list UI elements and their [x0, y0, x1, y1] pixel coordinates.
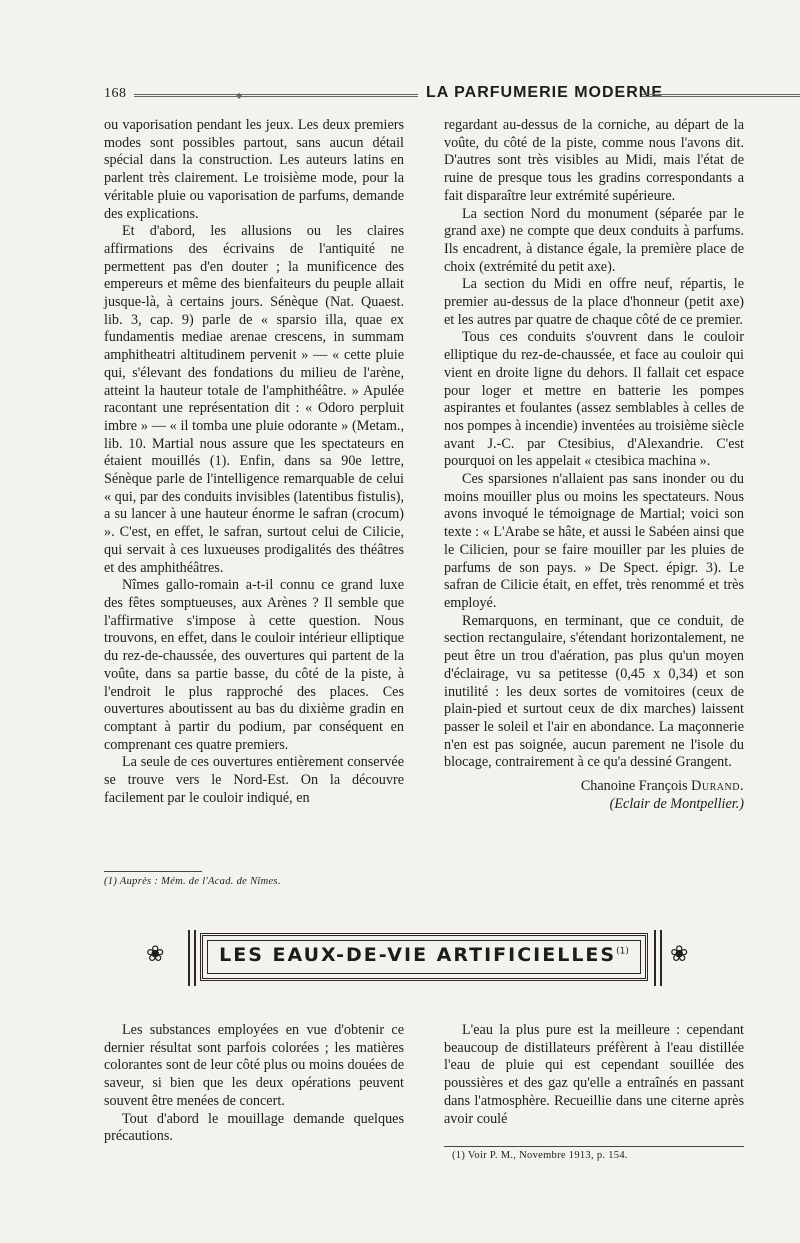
paragraph: La section Nord du monument (séparée par le grand axe) ne compte que deux conduits à parfums. Ils encadrent, à distance égale, la première place de choix (extrémité du petit axe).: [444, 205, 744, 275]
paragraph: Et d'abord, les allusions ou les claires affirmations des écrivains de l'antiquité ne permettent pas d'en douter ; la munificence des empereurs et même des bienfaiteurs du peuple allait jusque-là, à certains jours. Sénèque (Nat. Quaest. lib. 3, cap. 9) parle de « sparsio illa, quae ex fundamentis mediae arenae crescens, in summam amphitheatri altitudinem pervenit » — « cette pluie qui, s'élevant des fondations du milieu de l'arène, atteint la hauteur totale de l'amphithéâtre. » Apulée racontant une représentation dit : « Odoro perpluit imbre » — « il tomba une pluie odorante » (Metam., lib. 10. Martial nous assure que les spectateurs en étaient mouillés (1). Enfin, dans sa 90e lettre, Sénèque parle de l'intelligence remarquable de celui « qui, par des conduits invisibles (latentibus fistulis), a su lancer à une hauteur énorme le safran (crocum) ». C'est, en effet, le safran, surtout celui de Cilicie, qui servait à ces luxueuses prodigalités des théâtres et des amphithéâtres.: [104, 223, 404, 576]
source-affiliation: (Eclair de Montpellier.): [609, 795, 744, 812]
running-header: [104, 84, 744, 106]
article-column-left: [104, 117, 404, 807]
paragraph: regardant au-dessus de la corniche, au départ de la voûte, du côté de la piste, comme nous l'avons dit. D'autres sont très visibles au Midi, mais l'état de ruine de presque tous les gradins correspondants a fait disparaître leur extrémité supérieure.: [444, 117, 744, 204]
paragraph: Ces sparsiones n'allaient pas sans inonder ou du moins mouiller plus ou moins les spectateurs. Nous avons invoqué le témoignage de Martial; voici son texte : « L'Arabe se hâte, et aussi le Sabéen ainsi que le Cilicien, pour se faire mouiller par les pluies de parfums de son pays. » De Spect. épigr. 3). Le safran de Cilicie était, en effet, très renommé et très employé.: [444, 471, 744, 611]
section-title: [203, 944, 645, 966]
paragraph: ou vaporisation pendant les jeux. Les deux premiers modes sont possibles partout, sans aucun détail spécial dans la construction. Les auteurs latins en parlent très clairement. Le troisième mode, pour la véritable pluie ou vaporisation de parfums, demande des explications.: [104, 117, 404, 222]
signature-prefix: Chanoine François: [580, 778, 692, 795]
page-number: 168: [104, 86, 127, 101]
author-signature: [444, 778, 744, 796]
section-column-left: [104, 1022, 404, 1146]
paragraph: Tous ces conduits s'ouvrent dans le couloir elliptique du rez-de-chaussée, et face au couloir qui vient en droite ligne du dehors. Il fallait cet espace pour loger et mettre en batterie les pompes aspirantes et foulantes (assez semblables à celles de nos pompes à incendie) inventées au troisième siècle avant J.-C. par Ctesibius, d'Alexandrie. C'est pourquoi on les appelait « ctesibica machina ».: [444, 329, 744, 470]
banner-bar-right: [660, 930, 662, 986]
banner-bar-right-inner: [654, 930, 656, 986]
section-banner: [200, 933, 648, 981]
footnote-rule: [444, 1146, 744, 1147]
section-column-right: [444, 1022, 744, 1128]
ornament-icon: ◆: [236, 91, 243, 100]
flourish-right-icon: ❀: [670, 941, 689, 966]
paragraph: Les substances employées en vue d'obtenir ce dernier résultat sont parfois colorées ; les matières colorantes sont de leur côté plus ou moins douées de saveur, si bien que les deux opérations peuvent souvent être menées de concert.: [104, 1022, 404, 1109]
paragraph: Nîmes gallo-romain a-t-il connu ce grand luxe des fêtes somptueuses, aux Arènes ? Il semble que l'affirmative s'impose à cette question. Nous trouvons, en effet, dans le couloir intérieur elliptique du rez-de-chaussée, des ouvertures qui partent de la voûte, dans sa partie basse, du côté de la piste, à l'endroit le plus rapproché des places. Ces ouvertures aboutissent au bas du dixième gradin en comptant à partir du podium, par conséquent en comprenant ces quatre premiers.: [104, 577, 404, 753]
footnote-rule: [104, 871, 202, 872]
footnote-right: (1) Voir P. M., Novembre 1913, p. 154.: [452, 1150, 628, 1161]
flourish-left-icon: ❀: [146, 941, 165, 966]
paragraph: La seule de ces ouvertures entièrement conservée se trouve vers le Nord-Est. On la découvre facilement par le couloir indiqué, en: [104, 754, 404, 806]
header-rule-right: [642, 94, 800, 97]
section-note-ref: (1): [616, 946, 629, 957]
banner-bar-left: [188, 930, 190, 986]
article-column-right: [444, 117, 744, 813]
signature-name: Durand.: [691, 778, 744, 795]
footnote-left: (1) Auprès : Mém. de l'Acad. de Nîmes.: [104, 876, 281, 887]
paragraph: Tout d'abord le mouillage demande quelques précautions.: [104, 1110, 404, 1145]
header-rule-left: [134, 91, 418, 100]
paragraph: L'eau la plus pure est la meilleure : cependant beaucoup de distillateurs préfèrent à l'eau distillée l'eau de pluie qui est cependant souillée des poussières et des gaz qu'elle a entraînés en passant dans l'atmosphère. Recueillie dans une citerne après avoir coulé: [444, 1022, 744, 1127]
journal-title: LA PARFUMERIE MODERNE: [426, 84, 663, 101]
paragraph: La section du Midi en offre neuf, répartis, le premier au-dessus de la place d'honneur (petit axe) et les autres par quatre de chaque côté de ce premier.: [444, 276, 744, 328]
section-title-text: LES EAUX-DE-VIE ARTIFICIELLES: [219, 944, 617, 966]
paragraph: Remarquons, en terminant, que ce conduit, de section rectangulaire, s'étendant horizontalement, ne peut être un trou d'aération, pas plus qu'un moyen d'éclairage, vu sa petitesse (0,45 x 0,34) et son inutilité : les deux sortes de vomitoires (ceux de plain-pied et surtout ceux de dix marches) laissent passer le soleil et l'air en abondance. La maçonnerie n'en est pas soignée, aucun parement ne l'isole du blocage, contrairement à ce qu'a dessiné Grangent.: [444, 612, 744, 771]
banner-bar-left-inner: [194, 930, 196, 986]
